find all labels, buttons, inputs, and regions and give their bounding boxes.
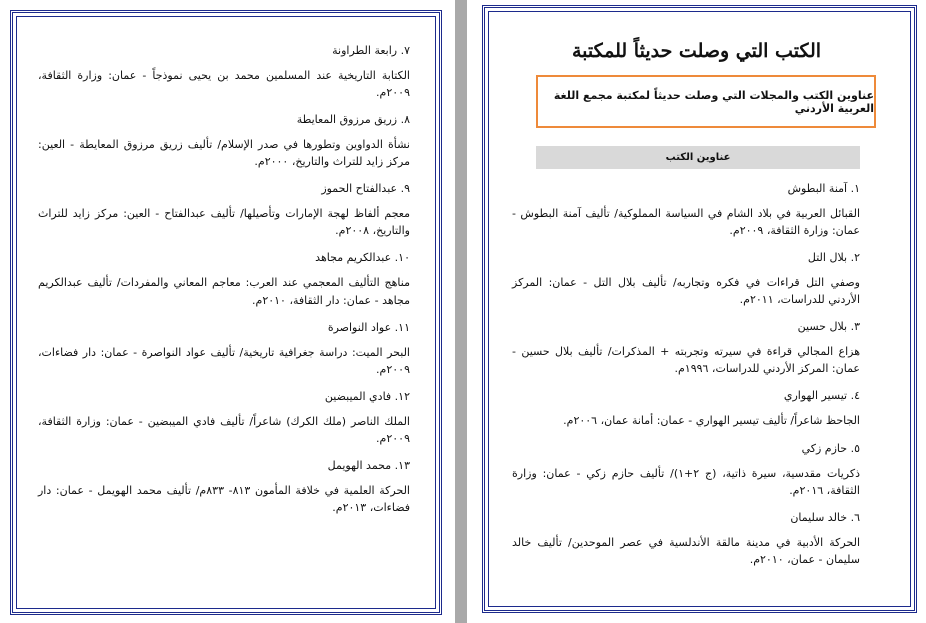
entry-author: ٥. حازم زكي — [801, 441, 860, 455]
list-item — [512, 440, 860, 499]
list-item — [38, 180, 410, 239]
entry-citation: الكتابة التاريخية عند المسلمين محمد بن يحيى نموذجاً - عمان: وزارة الثقافة، ٢٠٠٩م. — [38, 69, 410, 100]
list-item — [512, 387, 860, 429]
entry-citation: وصفي التل قراءات في فكره وتجاربه/ تأليف بلال التل - عمان: المركز الأردني للدراسات، ٢٠١١م. — [512, 276, 860, 307]
right-entries — [512, 180, 860, 578]
entry-author: ٤. تيسير الهواري — [783, 389, 860, 403]
entry-citation: القبائل العربية في بلاد الشام في السياسة المملوكية/ تأليف آمنة البطوش - عمان: وزارة الثقافة، ٢٠٠٩م. — [512, 207, 860, 238]
entry-citation: الملك الناصر (ملك الكرك) شاعراً/ تأليف فادي الميبضين - عمان: وزارة الثقافة، ٢٠٠٩م. — [38, 414, 410, 445]
entry-author: ١٣. محمد الهويمل — [327, 458, 410, 472]
list-item — [38, 111, 410, 170]
entry-citation: هزاع المجالي قراءة في سيرته وتجربته + المذكرات/ تأليف بلال حسين - عمان: المركز الأردني للدراسات، ١٩٩٦م. — [512, 345, 860, 376]
list-item — [512, 318, 860, 377]
entry-author: ٢. بلال التل — [807, 251, 860, 265]
list-item — [512, 509, 860, 568]
entry-author: ٩. عبدالفتاح الحموز — [321, 182, 410, 196]
box-heading: عناوين الكتب والمجلات التي وصلت حديثاً لمكتبة مجمع اللغة العربية الأردني — [536, 75, 876, 128]
list-item — [38, 319, 410, 378]
entry-citation: البحر الميت: دراسة جغرافية تاريخية/ تأليف عواد النواصرة - عمان: دار فضاءات، ٢٠٠٩م. — [38, 345, 410, 376]
entry-author: ٣. بلال حسين — [797, 320, 860, 334]
entry-citation: مناهج التأليف المعجمي عند العرب: معاجم المعاني والمفردات/ تأليف عبدالكريم مجاهد - عمان: دار الثقافة، ٢٠١٠م. — [38, 276, 410, 307]
list-item — [512, 249, 860, 308]
entry-author: ١١. عواد النواصرة — [327, 320, 410, 334]
entry-citation: الجاحظ شاعراً/ تأليف تيسير الهواري - عمان: أمانة عمان، ٢٠٠٦م. — [563, 414, 860, 428]
entry-author: ٧. رابعة الطراونة — [332, 44, 410, 57]
list-item — [38, 249, 410, 308]
section-label: عناوين الكتب — [536, 146, 860, 169]
entry-citation: معجم ألفاظ لهجة الإمارات وتأصيلها/ تأليف عبدالفتاح - العين: مركز زايد للتراث والتاريخ، ٢٠٠٨م. — [38, 207, 410, 238]
list-item — [38, 42, 410, 101]
left-entries — [38, 42, 410, 526]
entry-author: ١٢. فادي الميبضين — [324, 389, 410, 403]
entry-citation: الحركة الأدبية في مدينة مالقة الأندلسية في عصر الموحدين/ تأليف خالد سليمان - عمان، ٢٠١٠م. — [512, 535, 860, 566]
entry-citation: الحركة العلمية في خلافة المأمون ٨١٣- ٨٣٣م/ تأليف محمد الهويمل - عمان: دار فضاءات، ٢٠١٣م. — [38, 483, 410, 514]
entry-author: ١. آمنة البطوش — [787, 182, 860, 195]
page-title: الكتب التي وصلت حديثاً للمكتبة — [571, 40, 822, 62]
list-item — [38, 388, 410, 447]
entry-author: ٨. زريق مرزوق المعايطة — [296, 113, 410, 127]
entry-author: ١٠. عبدالكريم مجاهد — [315, 251, 410, 265]
entry-citation: ذكريات مقدسية، سيرة ذاتية، (ج ٢+١)/ تأليف حازم زكي - عمان: وزارة الثقافة، ٢٠١٦م. — [512, 466, 860, 497]
entry-author: ٦. خالد سليمان — [790, 510, 860, 524]
list-item — [512, 180, 860, 239]
page-gutter — [455, 0, 467, 623]
entry-citation: نشأة الدواوين وتطورها في صدر الإسلام/ تأليف زريق مرزوق المعايطة - العين: مركز زايد للتراث والتاريخ، ٢٠٠٠م. — [38, 138, 410, 169]
list-item — [38, 457, 410, 516]
